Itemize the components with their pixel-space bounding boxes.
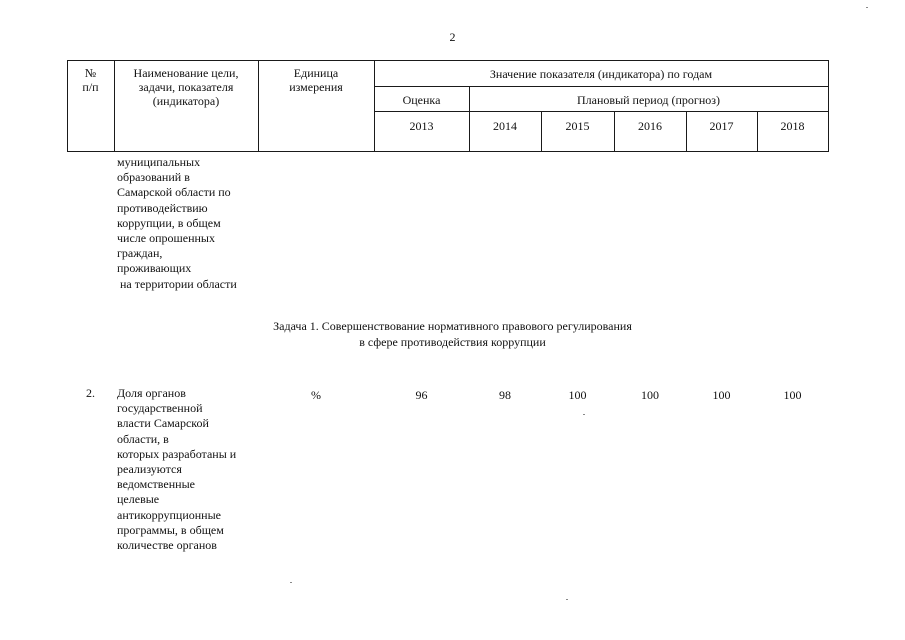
indicator-value: 98 bbox=[499, 388, 511, 402]
indicator-value: 100 bbox=[568, 388, 587, 402]
header-year: 2016 bbox=[638, 119, 662, 133]
table-line bbox=[374, 111, 829, 112]
header-plan-period: Плановый период (прогноз) bbox=[577, 93, 720, 107]
header-value-group: Значение показателя (индикатора) по годам bbox=[489, 67, 713, 81]
indicator-value: 100 bbox=[712, 388, 731, 402]
indicator-value: 100 bbox=[641, 388, 659, 402]
table-line bbox=[67, 151, 829, 152]
indicator-name: Доля органов государственной власти Самарской области, в которых разработаны и реализуются ведомственные целевые антикоррупционные программы, в общем количестве органов bbox=[117, 386, 237, 553]
header-year: 2014 bbox=[493, 119, 517, 133]
indicator-value: 100 bbox=[783, 388, 802, 402]
page-number: 2 bbox=[449, 30, 456, 44]
header-estimate: Оценка bbox=[402, 93, 441, 107]
table-line bbox=[828, 60, 829, 152]
scan-speck bbox=[290, 582, 292, 583]
scan-speck bbox=[583, 414, 585, 415]
scan-speck bbox=[866, 7, 868, 8]
indicator-unit: % bbox=[311, 388, 321, 402]
row-number: 2. bbox=[86, 386, 95, 400]
header-year: 2015 bbox=[565, 119, 590, 133]
header-name: Наименование цели, задачи, показателя (индикатора) bbox=[133, 66, 239, 108]
table-line bbox=[374, 86, 829, 87]
scan-speck bbox=[566, 599, 568, 600]
table-line bbox=[67, 60, 829, 61]
header-year: 2018 bbox=[780, 119, 805, 133]
header-year: 2013 bbox=[409, 119, 434, 133]
indicator-value: 96 bbox=[415, 388, 428, 402]
header-unit: Единица измерения bbox=[289, 66, 343, 94]
header-year: 2017 bbox=[709, 119, 734, 133]
continued-indicator-text: муниципальных образований в Самарской области по противодействию коррупции, в общем числе опрошенных граждан, проживающих на территории области bbox=[117, 155, 237, 291]
header-num: № п/п bbox=[82, 66, 99, 94]
task-title: Задача 1. Совершенствование нормативного правового регулирования в сфере противодействия коррупции bbox=[273, 319, 632, 349]
